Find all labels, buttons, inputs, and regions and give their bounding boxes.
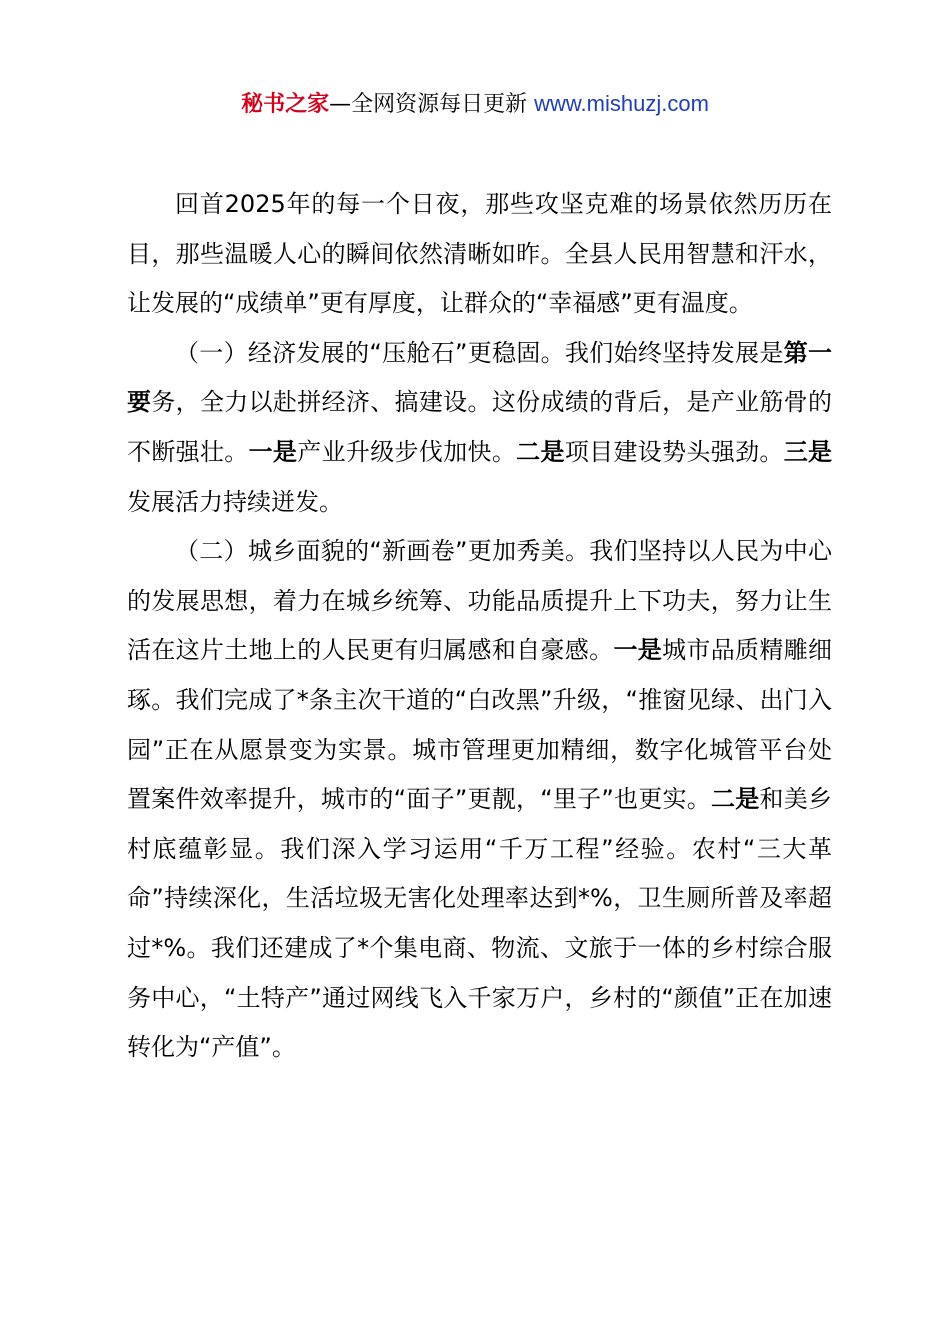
paragraph-economy bbox=[127, 329, 832, 527]
paragraph-text: （一）经济发展的“压舱石”更稳固。我们始终坚持发展是 bbox=[175, 338, 784, 367]
website-url[interactable]: www.mishuzj.com bbox=[534, 91, 709, 116]
paragraph-text: 发展活力持续迸发。 bbox=[127, 487, 343, 516]
paragraph-text: （二）城乡面貌的“新画卷”更加秀美。我们坚持以人民为中心的发展思想，着力在城乡统筹、功能品质提升上下功夫，努力让生活在这片土地上的人民更有归属感和自豪感。 bbox=[127, 537, 832, 665]
brand-name: 秘书之家 bbox=[241, 92, 330, 117]
paragraph-text: 项目建设势头强劲。 bbox=[564, 437, 784, 466]
paragraph-text: 和美乡村底蕴彰显。我们深入学习运用“千万工程”经验。农村“三大革命”持续深化，生活垃圾无害化处理率达到*%，卫生厕所普及率超过*%。我们还建成了*个集电商、物流、文旅于一体的乡村综合服务中心，“土特产”通过网线飞入千家万户，乡村的“颜值”正在加速转化为“产值”。 bbox=[127, 785, 832, 1062]
bold-phrase: 二是 bbox=[516, 437, 565, 466]
paragraph-text: 产业升级步伐加快。 bbox=[297, 437, 517, 466]
bold-phrase: 二是 bbox=[711, 785, 760, 814]
bold-phrase: 一是 bbox=[613, 636, 663, 665]
page-header bbox=[0, 88, 950, 121]
header-tagline: —全网资源每日更新 bbox=[329, 92, 528, 117]
bold-phrase: 一是 bbox=[248, 437, 298, 466]
paragraph-urban-rural bbox=[127, 527, 832, 1073]
bold-phrase: 三是 bbox=[783, 437, 833, 466]
paragraph-text: 务，全力以赴拼经济、搞建设。这份成绩的背后，是产业筋骨的不断强壮。 bbox=[127, 388, 833, 466]
paragraph-text: 回首2025年的每一个日夜，那些攻坚克难的场景依然历历在目，那些温暖人心的瞬间依然清晰如昨。全县人民用智慧和汗水，让发展的“成绩单”更有厚度，让群众的“幸福感”更有温度。 bbox=[127, 190, 832, 318]
paragraph-review bbox=[127, 180, 832, 329]
paragraph-text: 城市品质精雕细琢。我们完成了*条主次干道的“白改黑”升级，“推窗见绿、出门入园”正在从愿景变为实景。城市管理更加精细，数字化城管平台处置案件效率提升，城市的“面子”更靓，“里子”也更实。 bbox=[127, 636, 833, 814]
document-body bbox=[127, 180, 832, 1073]
bold-phrase: 第一要 bbox=[127, 338, 833, 417]
